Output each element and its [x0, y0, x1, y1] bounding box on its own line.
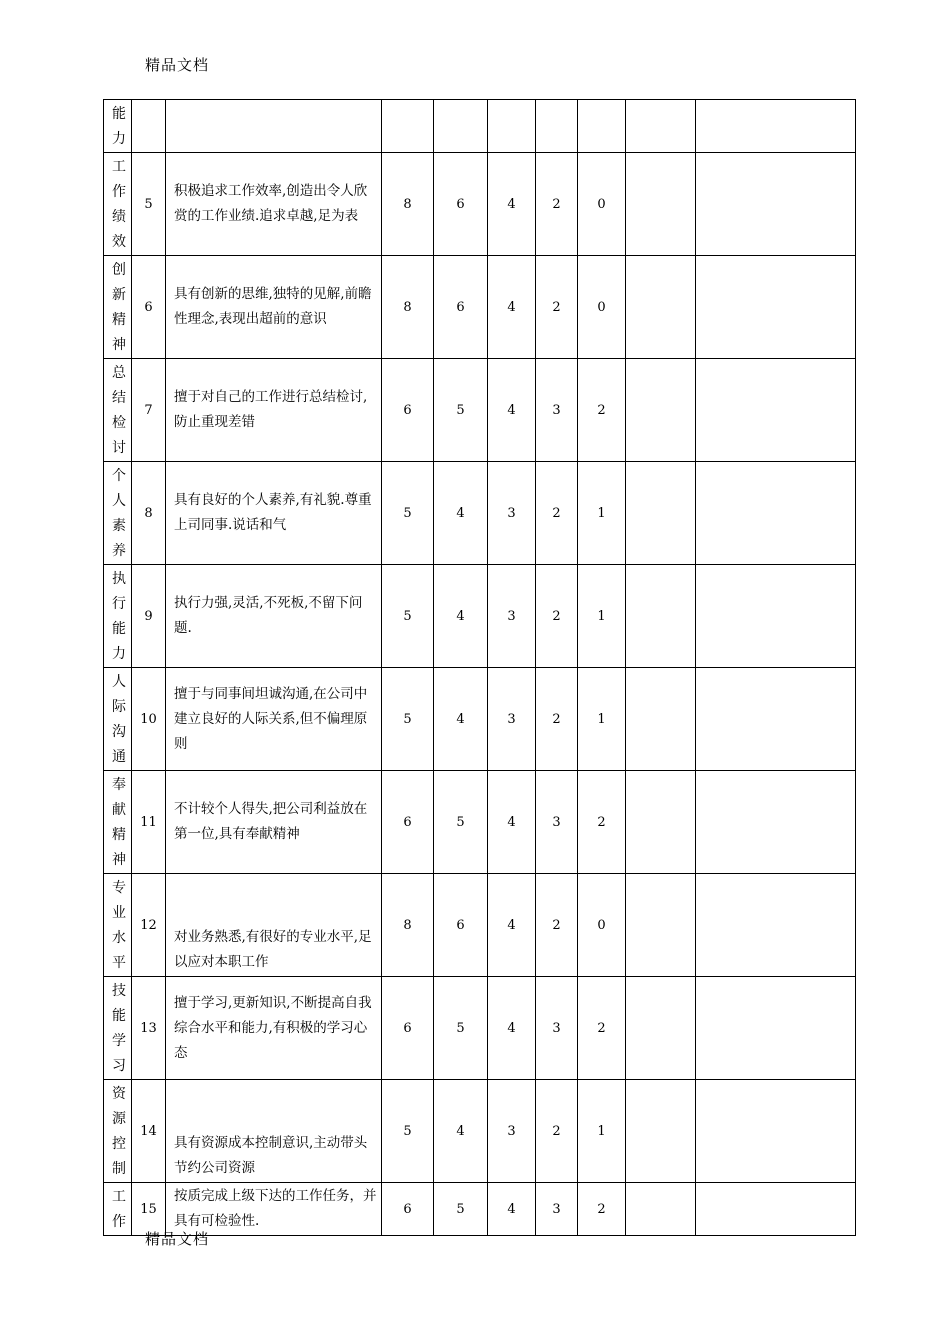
score-cell: 0: [578, 874, 626, 977]
item-number-cell: 12: [132, 874, 166, 977]
criteria-description-cell: [166, 100, 382, 153]
category-cell: 工作: [104, 1183, 132, 1236]
category-cell: 奉献精神: [104, 771, 132, 874]
item-number-cell: 8: [132, 462, 166, 565]
score-cell: 4: [488, 977, 536, 1080]
remarks-cell[interactable]: [696, 359, 856, 462]
score-cell: 3: [488, 1080, 536, 1183]
score-cell: 8: [382, 256, 434, 359]
criteria-description-cell: 具有创新的思维,独特的见解,前瞻性理念,表现出超前的意识: [166, 256, 382, 359]
remarks-cell[interactable]: [696, 153, 856, 256]
self-rating-cell[interactable]: [626, 668, 696, 771]
table-row: [104, 565, 856, 668]
score-cell: 3: [536, 1183, 578, 1236]
score-cell: 5: [382, 1080, 434, 1183]
score-cell: 3: [536, 977, 578, 1080]
score-cell: 4: [434, 565, 488, 668]
score-cell: 6: [434, 874, 488, 977]
criteria-description-cell: 按质完成上级下达的工作任务，并具有可检验性.: [166, 1183, 382, 1236]
remarks-cell[interactable]: [696, 1183, 856, 1236]
remarks-cell[interactable]: [696, 977, 856, 1080]
score-cell: 3: [536, 359, 578, 462]
score-cell: 2: [536, 668, 578, 771]
criteria-description-cell: 具有良好的个人素养,有礼貌.尊重上司同事.说话和气: [166, 462, 382, 565]
remarks-cell[interactable]: [696, 771, 856, 874]
score-cell: 6: [382, 1183, 434, 1236]
self-rating-cell[interactable]: [626, 359, 696, 462]
score-cell: [488, 100, 536, 153]
score-cell: 5: [382, 565, 434, 668]
score-cell: 4: [488, 771, 536, 874]
score-cell: 5: [434, 1183, 488, 1236]
score-cell: 6: [382, 771, 434, 874]
score-cell: 4: [488, 1183, 536, 1236]
score-cell: 6: [434, 153, 488, 256]
score-cell: [382, 100, 434, 153]
category-cell: 专业水平: [104, 874, 132, 977]
score-cell: 5: [434, 771, 488, 874]
table-row: [104, 1183, 856, 1236]
score-cell: 2: [578, 771, 626, 874]
score-cell: 2: [536, 462, 578, 565]
score-cell: 2: [578, 977, 626, 1080]
evaluation-table: [103, 99, 856, 1236]
criteria-description-cell: 执行力强,灵活,不死板,不留下问题.: [166, 565, 382, 668]
item-number-cell: [132, 100, 166, 153]
category-cell: 执行能力: [104, 565, 132, 668]
page-footer: 精品文档: [145, 1230, 210, 1248]
criteria-description-cell: 不计较个人得失,把公司利益放在第一位,具有奉献精神: [166, 771, 382, 874]
category-cell: 人际沟通: [104, 668, 132, 771]
score-cell: 1: [578, 565, 626, 668]
item-number-cell: 13: [132, 977, 166, 1080]
self-rating-cell[interactable]: [626, 153, 696, 256]
criteria-description-cell: 擅于与同事间坦诚沟通,在公司中建立良好的人际关系,但不偏理原则: [166, 668, 382, 771]
self-rating-cell[interactable]: [626, 1080, 696, 1183]
score-cell: 3: [488, 565, 536, 668]
table-row: [104, 153, 856, 256]
score-cell: [578, 100, 626, 153]
remarks-cell[interactable]: [696, 565, 856, 668]
score-cell: 6: [382, 359, 434, 462]
self-rating-cell[interactable]: [626, 462, 696, 565]
score-cell: [434, 100, 488, 153]
score-cell: 2: [536, 1080, 578, 1183]
self-rating-cell[interactable]: [626, 256, 696, 359]
score-cell: 2: [536, 256, 578, 359]
item-number-cell: 9: [132, 565, 166, 668]
table-row: [104, 100, 856, 153]
self-rating-cell[interactable]: [626, 874, 696, 977]
score-cell: 2: [578, 359, 626, 462]
table-row: [104, 668, 856, 771]
remarks-cell[interactable]: [696, 1080, 856, 1183]
score-cell: 3: [488, 462, 536, 565]
score-cell: 1: [578, 462, 626, 565]
score-cell: 4: [434, 1080, 488, 1183]
score-cell: 4: [488, 153, 536, 256]
page-header: 精品文档: [145, 56, 210, 74]
remarks-cell[interactable]: [696, 100, 856, 153]
criteria-description-cell: 对业务熟悉,有很好的专业水平,足以应对本职工作: [166, 874, 382, 977]
table-row: [104, 1080, 856, 1183]
category-cell: 总结检讨: [104, 359, 132, 462]
category-cell: 创新精神: [104, 256, 132, 359]
score-cell: [536, 100, 578, 153]
score-cell: 2: [536, 565, 578, 668]
remarks-cell[interactable]: [696, 256, 856, 359]
criteria-description-cell: 具有资源成本控制意识,主动带头节约公司资源: [166, 1080, 382, 1183]
item-number-cell: 7: [132, 359, 166, 462]
score-cell: 0: [578, 153, 626, 256]
score-cell: 4: [434, 668, 488, 771]
self-rating-cell[interactable]: [626, 1183, 696, 1236]
score-cell: 3: [536, 771, 578, 874]
table-row: [104, 977, 856, 1080]
score-cell: 2: [536, 153, 578, 256]
score-cell: 6: [382, 977, 434, 1080]
score-cell: 5: [382, 668, 434, 771]
remarks-cell[interactable]: [696, 462, 856, 565]
criteria-description-cell: 积极追求工作效率,创造出令人欣赏的工作业绩.追求卓越,足为表: [166, 153, 382, 256]
score-cell: 8: [382, 153, 434, 256]
score-cell: 2: [536, 874, 578, 977]
self-rating-cell[interactable]: [626, 100, 696, 153]
self-rating-cell[interactable]: [626, 771, 696, 874]
score-cell: 4: [488, 359, 536, 462]
table-row: [104, 771, 856, 874]
item-number-cell: 6: [132, 256, 166, 359]
score-cell: 1: [578, 668, 626, 771]
item-number-cell: 11: [132, 771, 166, 874]
item-number-cell: 5: [132, 153, 166, 256]
score-cell: 2: [578, 1183, 626, 1236]
self-rating-cell[interactable]: [626, 977, 696, 1080]
category-cell: 个人素养: [104, 462, 132, 565]
category-cell: 工作绩效: [104, 153, 132, 256]
score-cell: 5: [434, 977, 488, 1080]
criteria-description-cell: 擅于对自己的工作进行总结检讨,防止重现差错: [166, 359, 382, 462]
table-row: [104, 874, 856, 977]
category-cell: 能力: [104, 100, 132, 153]
table-row: [104, 359, 856, 462]
self-rating-cell[interactable]: [626, 565, 696, 668]
remarks-cell[interactable]: [696, 668, 856, 771]
criteria-description-cell: 擅于学习,更新知识,不断提高自我综合水平和能力,有积极的学习心态: [166, 977, 382, 1080]
category-cell: 技能学习: [104, 977, 132, 1080]
item-number-cell: 14: [132, 1080, 166, 1183]
score-cell: 5: [434, 359, 488, 462]
score-cell: 4: [488, 256, 536, 359]
score-cell: 0: [578, 256, 626, 359]
remarks-cell[interactable]: [696, 874, 856, 977]
score-cell: 6: [434, 256, 488, 359]
score-cell: 8: [382, 874, 434, 977]
score-cell: 4: [434, 462, 488, 565]
table-row: [104, 462, 856, 565]
item-number-cell: 10: [132, 668, 166, 771]
score-cell: 3: [488, 668, 536, 771]
score-cell: 5: [382, 462, 434, 565]
item-number-cell: 15: [132, 1183, 166, 1236]
table-row: [104, 256, 856, 359]
score-cell: 1: [578, 1080, 626, 1183]
category-cell: 资源控制: [104, 1080, 132, 1183]
score-cell: 4: [488, 874, 536, 977]
